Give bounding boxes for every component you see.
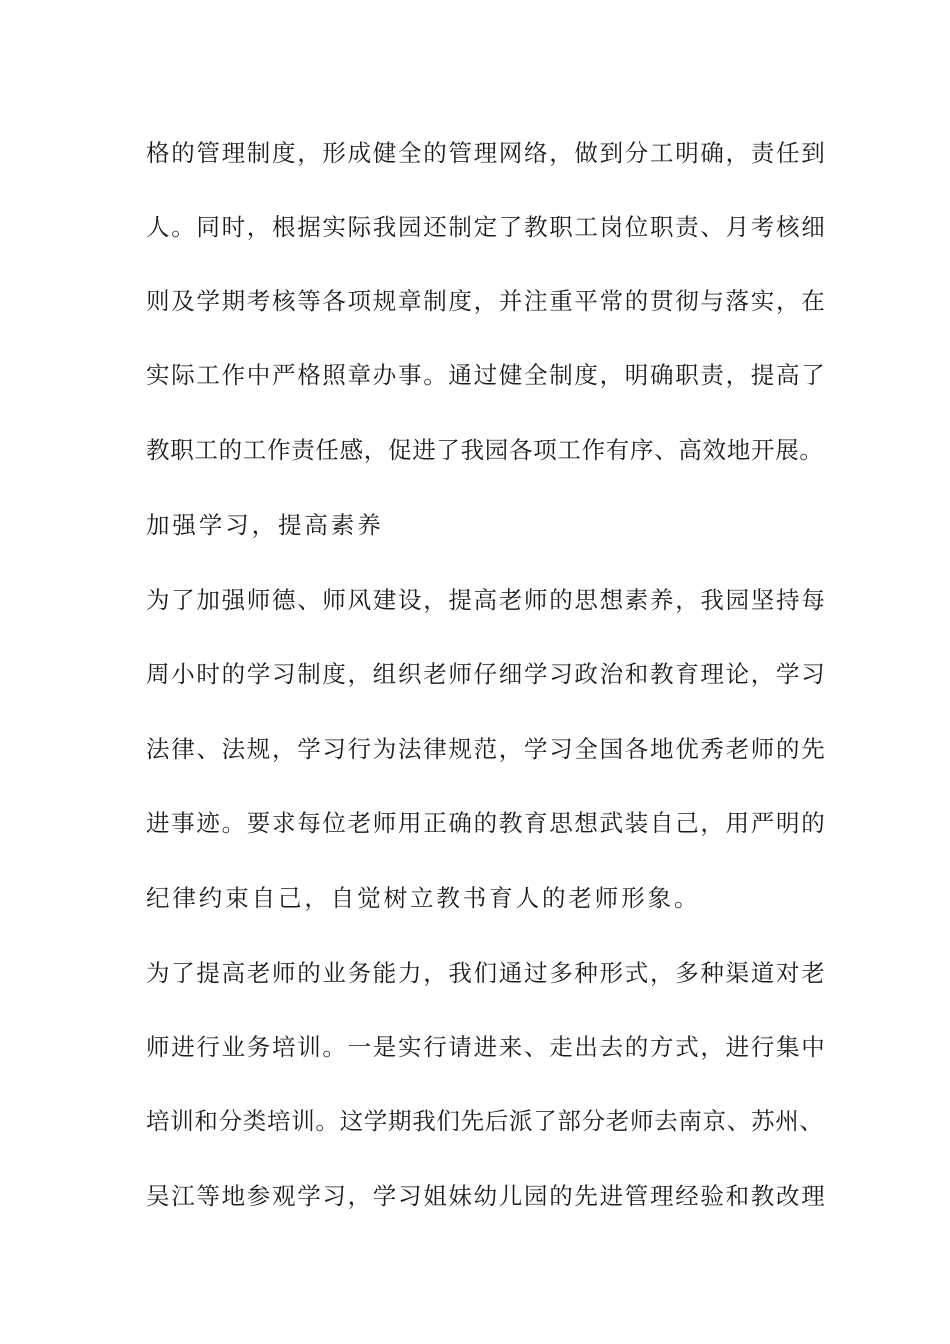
text-line: 为了提高老师的业务能力，我们通过多种形式，多种渠道对老 bbox=[146, 959, 827, 987]
text-line: 人。同时，根据实际我园还制定了教职工岗位职责、月考核细 bbox=[146, 213, 827, 241]
text-line: 实际工作中严格照章办事。通过健全制度，明确职责，提高了 bbox=[146, 361, 827, 389]
text-line: 纪律约束自己，自觉树立教书育人的老师形象。 bbox=[146, 884, 701, 912]
text-line: 则及学期考核等各项规章制度，并注重平常的贯彻与落实，在 bbox=[146, 287, 827, 315]
text-line: 师进行业务培训。一是实行请进来、走出去的方式，进行集中 bbox=[146, 1033, 827, 1061]
text-line: 教职工的工作责任感，促进了我园各项工作有序、高效地开展。 bbox=[146, 436, 824, 464]
text-line: 进事迹。要求每位老师用正确的教育思想武装自己，用严明的 bbox=[146, 809, 827, 837]
text-line: 周小时的学习制度，组织老师仔细学习政治和教育理论，学习 bbox=[146, 660, 827, 688]
text-line: 法律、法规，学习行为法律规范，学习全国各地优秀老师的先 bbox=[146, 735, 827, 763]
text-line: 培训和分类培训。这学期我们先后派了部分老师去南京、苏州、 bbox=[146, 1107, 824, 1135]
text-line: 为了加强师德、师风建设，提高老师的思想素养，我园坚持每 bbox=[146, 586, 827, 614]
text-line: 吴江等地参观学习，学习姐妹幼儿园的先进管理经验和教改理 bbox=[146, 1182, 827, 1210]
text-line: 格的管理制度，形成健全的管理网络，做到分工明确，责任到 bbox=[146, 139, 827, 167]
section-heading: 加强学习，提高素养 bbox=[146, 511, 384, 539]
